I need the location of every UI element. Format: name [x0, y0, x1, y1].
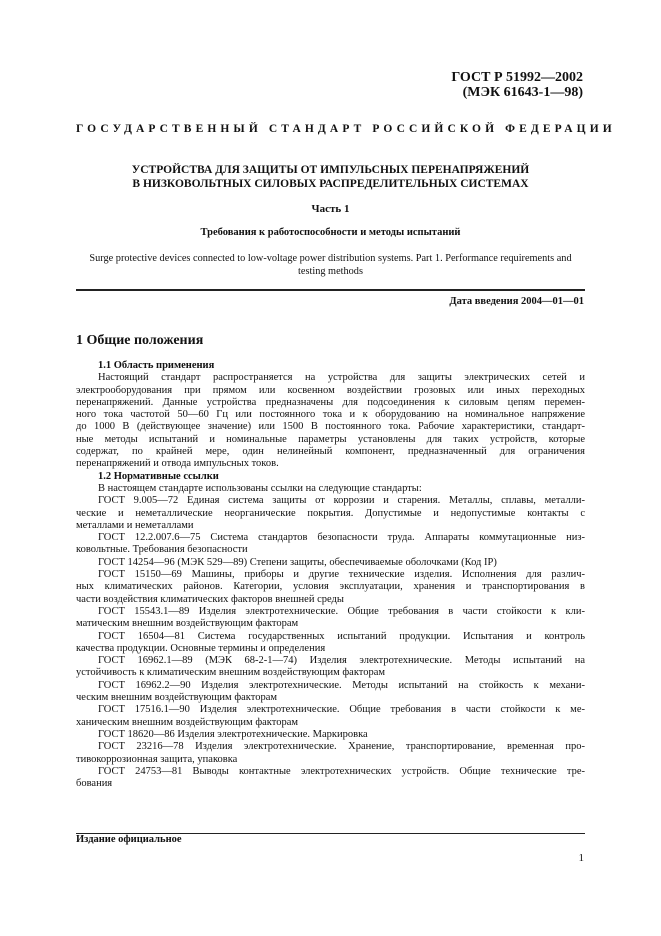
body-line: Настоящий стандарт распространяется на устройства для защиты электрических сетей и [98, 372, 585, 384]
body-line: ГОСТ 16504—81 Система государственных испытаний продукции. Испытания и контроль [98, 630, 585, 642]
body-line: ГОСТ 15150—69 Машины, приборы и другие технические изделия. Исполнения для различ- [98, 569, 585, 581]
section-body [76, 360, 585, 790]
body-line: части воздействия климатических факторов внешней среды [76, 593, 344, 605]
body-line: ческим внешним воздействующим факторам [76, 692, 277, 704]
body-line: металлами и неметаллами [76, 519, 194, 531]
body-line: ГОСТ 15543.1—89 Изделия электротехнические. Общие требования в части стойкости к кли- [98, 605, 585, 617]
body-line: ГОСТ 18620—86 Изделия электротехнические. Маркировка [98, 728, 368, 740]
body-line: ГОСТ 9.005—72 Единая система защиты от коррозии и старения. Металлы, сплавы, металли- [98, 495, 585, 507]
header-divider [76, 289, 585, 291]
body-line: тивокоррозионная защита, упаковка [76, 753, 238, 765]
body-line: бования [76, 778, 113, 790]
body-line: до 1000 В (действующее значение) или 1500 В постоянного тока. Рабочие характеристики, стандарт- [76, 421, 585, 433]
english-title-line-1: Surge protective devices connected to low-voltage power distribution systems. Part 1. Performance requirements and [89, 253, 572, 264]
body-line: ГОСТ 14254—96 (МЭК 529—89) Степени защиты, обеспечиваемые оболочками (Код IP) [98, 556, 497, 568]
document-subtitle: Требования к работоспособности и методы испытаний [200, 227, 461, 238]
gost-designation [451, 70, 583, 100]
body-line: ГОСТ 24753—81 Выводы контактные электротехнических устройств. Общие технические тре- [98, 765, 585, 777]
title-line-1: УСТРОЙСТВА ДЛЯ ЗАЩИТЫ ОТ ИМПУЛЬСНЫХ ПЕРЕНАПРЯЖЕНИЙ [131, 164, 530, 176]
body-line: ческие и неметаллические неорганические покрытия. Допустимые и недопустимые контакты с [76, 507, 585, 519]
body-line: ГОСТ 16962.1—89 (МЭК 68-2-1—74) Изделия электротехнические. Методы испытаний на [98, 655, 585, 667]
body-line: ковольтные. Требования безопасности [76, 544, 248, 556]
english-title-line-2: testing methods [298, 265, 363, 277]
body-line: перенапряжений. Данные устройства предназначены для подсоединения к силовым цепям перемен- [76, 396, 585, 408]
body-line: содержат, по крайней мере, один нелинейный компонент, предназначенный для ограничения [76, 446, 585, 458]
body-line: 1.1 Область применения [98, 360, 215, 371]
title-line-2: В НИЗКОВОЛЬТНЫХ СИЛОВЫХ РАСПРЕДЕЛИТЕЛЬНЫХ СИСТЕМАХ [132, 178, 529, 190]
body-line: перенапряжений и отвода импульсных токов. [76, 458, 279, 470]
body-line: ного тока частотой 50—60 Гц или постоянного тока и к оборудованию на номинальное напряжение [76, 409, 585, 421]
body-line: ГОСТ 17516.1—90 Изделия электротехнические. Общие требования в части стойкости к ме- [98, 704, 585, 716]
body-line: ные методы испытаний и номинальные параметры установлены для таких устройств, которые [76, 433, 585, 445]
body-line: электрооборудования при прямом или косвенном воздействии грозовых или иных переходных [76, 384, 585, 396]
state-standard-heading: ГОСУДАРСТВЕННЫЙ СТАНДАРТ РОССИЙСКОЙ ФЕДЕРАЦИИ [76, 123, 616, 135]
body-line: 1.2 Нормативные ссылки [98, 470, 219, 482]
body-line: устойчивость к климатическим внешним воздействующим факторам [76, 667, 386, 679]
body-line: ГОСТ 23216—78 Изделия электротехнические. Хранение, транспортирование, временная про- [98, 741, 585, 753]
body-line: ных климатических районов. Категории, условия эксплуатации, хранения и транспортирования в [76, 581, 585, 593]
page-number: 1 [578, 852, 584, 864]
section-heading: 1 Общие положения [76, 333, 204, 348]
body-line: ГОСТ 12.2.007.6—75 Система стандартов безопасности труда. Аппараты коммутационные низ- [98, 532, 585, 544]
iec-number: (МЭК 61643-1—98) [462, 85, 583, 100]
document-title [76, 163, 585, 191]
body-line: качества продукции. Основные термины и определения [76, 642, 326, 654]
body-line: матическим внешним воздействующим факторам [76, 618, 299, 630]
gost-number: ГОСТ Р 51992—2002 [451, 70, 583, 85]
body-line: ГОСТ 16962.2—90 Изделия электротехнические. Методы испытаний на стойкость к механи- [98, 679, 585, 691]
body-line: ханическим внешним воздействующим факторам [76, 716, 299, 728]
edition-label: Издание официальное [76, 834, 182, 845]
english-title [76, 253, 585, 278]
body-line: В настоящем стандарте использованы ссылки на следующие стандарты: [98, 482, 422, 494]
introduction-date: Дата введения 2004—01—01 [449, 296, 584, 307]
part-label: Часть 1 [311, 203, 350, 215]
